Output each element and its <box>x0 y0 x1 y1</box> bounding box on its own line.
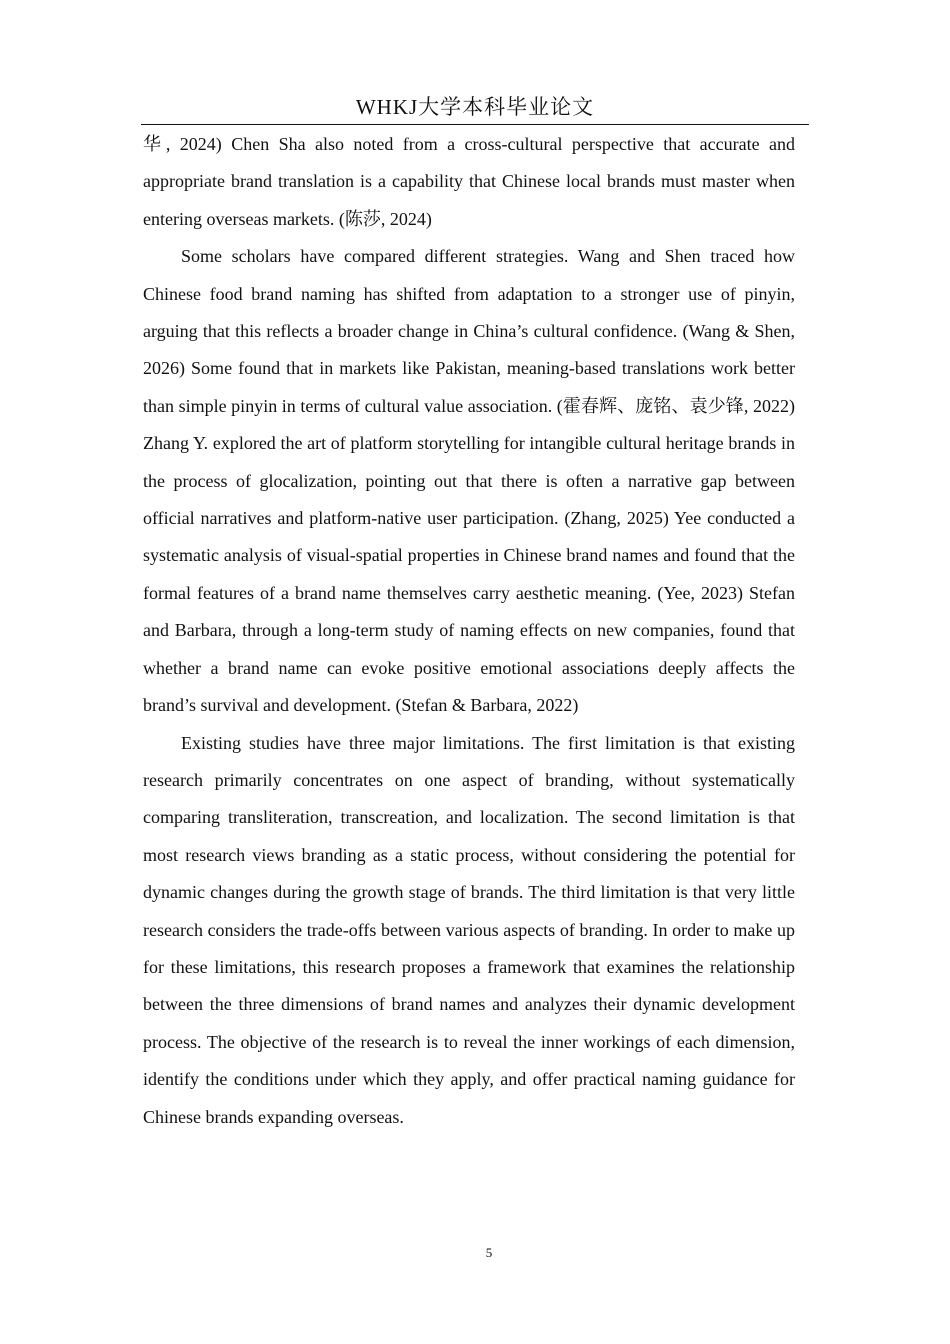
paragraph-strategies: Some scholars have compared different strategies. Wang and Shen traced how Chinese food brand naming has shifted from adaptation to a stronger use of pinyin, arguing that this reflects a broader change in China’s cultural confidence. (Wang & Shen, 2026) Some found that in markets like Pakistan, meaning-based translations work better than simple pinyin in terms of cultural value association. (霍春辉、庞铭、袁少锋, 2022) Zhang Y. explored the art of platform storytelling for intangible cultural heritage brands in the process of glocalization, pointing out that there is often a narrative gap between official narratives and platform-native user participation. (Zhang, 2025) Yee conducted a systematic analysis of visual-spatial properties in Chinese brand names and found that the formal features of a brand name themselves carry aesthetic meaning. (Yee, 2023) Stefan and Barbara, through a long-term study of naming effects on new companies, found that whether a brand name can evoke positive emotional associations deeply affects the brand’s survival and development. (Stefan & Barbara, 2022) <box>143 246 795 716</box>
paragraph-continuation: 华, 2024) Chen Sha also noted from a cross-cultural perspective that accurate and appropriate brand translation is a capability that Chinese local brands must master when entering overseas markets. (陈莎, 2024) <box>143 134 795 229</box>
header-divider <box>141 124 809 125</box>
page-number: 5 <box>485 1245 493 1260</box>
paragraph-limitations: Existing studies have three major limitations. The first limitation is that existing research primarily concentrates on one aspect of branding, without systematically comparing transliteration, transcreation, and localization. The second limitation is that most research views branding as a static process, without considering the potential for dynamic changes during the growth stage of brands. The third limitation is that very little research considers the trade-offs between various aspects of branding. In order to make up for these limitations, this research proposes a framework that examines the relationship between the three dimensions of brand names and analyzes their dynamic development process. The objective of the research is to reveal the inner workings of each dimension, identify the conditions under which they apply, and offer practical naming guidance for Chinese brands expanding overseas. <box>143 732 795 1127</box>
body-text <box>143 126 795 1136</box>
running-header: WHKJ大学本科毕业论文 <box>355 95 595 119</box>
